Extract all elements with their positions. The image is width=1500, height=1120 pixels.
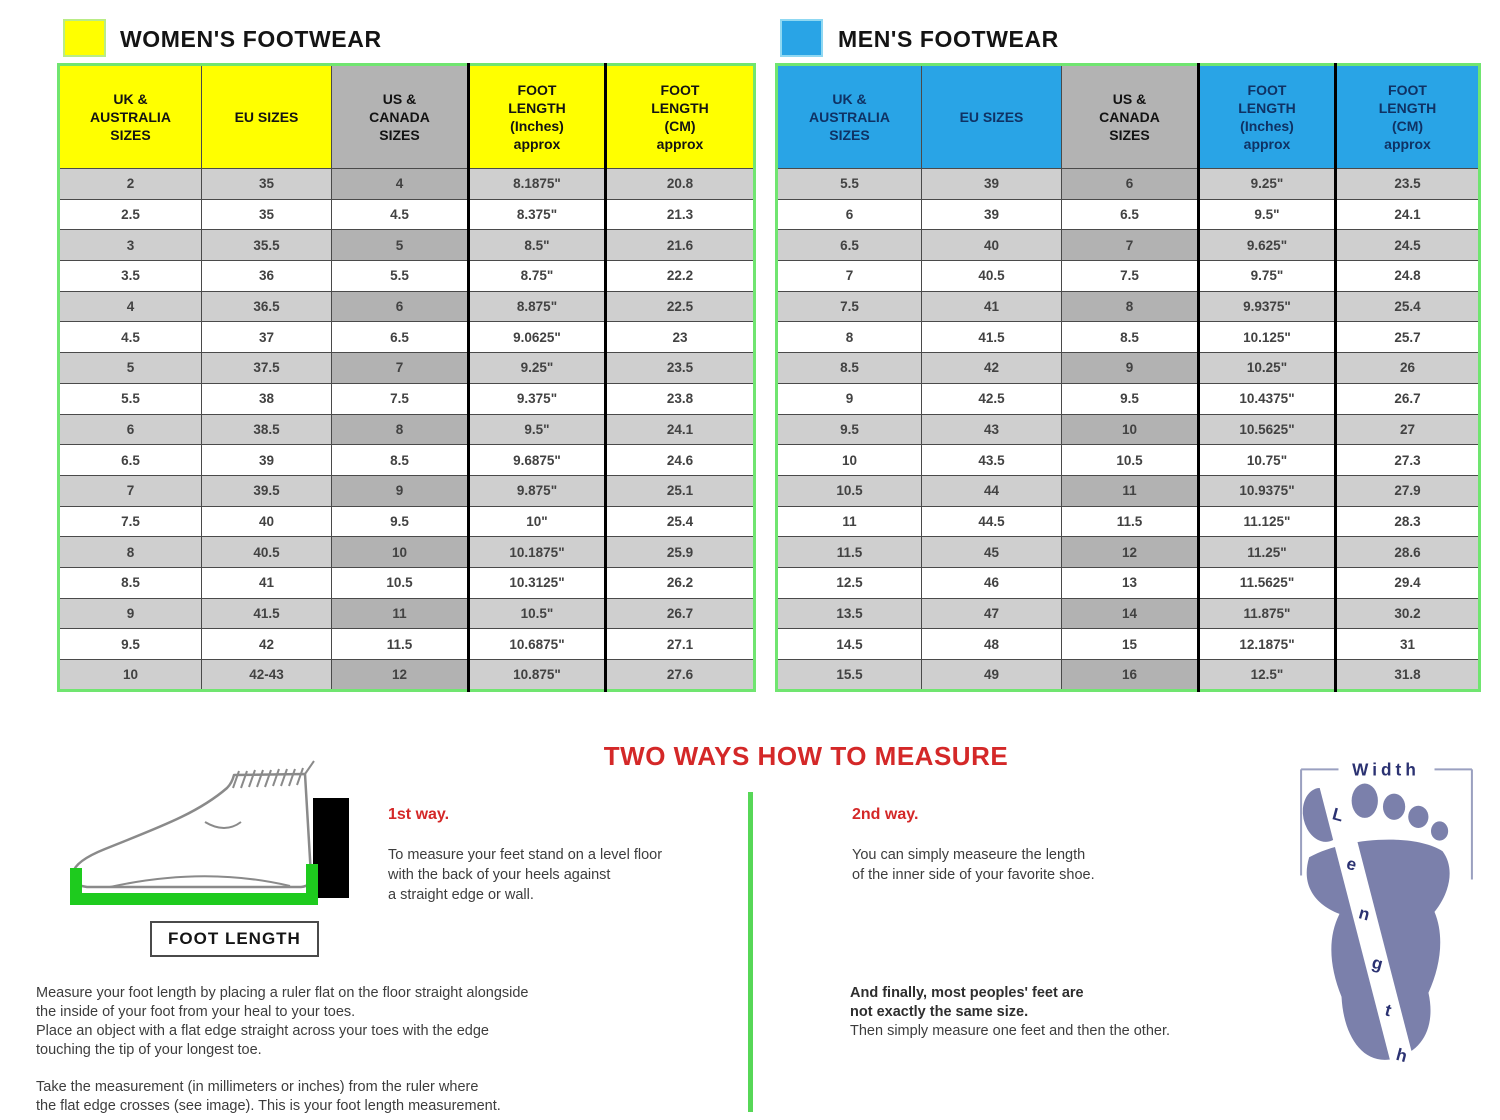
- size-cell: 7.5: [332, 383, 469, 414]
- size-cell: 10.6875": [469, 629, 606, 660]
- size-cell: 40.5: [202, 537, 332, 568]
- size-cell: 42.5: [922, 383, 1062, 414]
- size-cell: 7: [59, 475, 202, 506]
- table-row: [777, 506, 1480, 537]
- size-cell: 8.875": [469, 291, 606, 322]
- size-cell: 8.5: [777, 353, 922, 384]
- mens-table-body: [777, 169, 1480, 691]
- size-cell: 39: [922, 199, 1062, 230]
- size-cell: 10.75": [1199, 445, 1336, 476]
- size-cell: 24.1: [606, 414, 755, 445]
- column-header: US & CANADA SIZES: [1062, 65, 1199, 169]
- size-cell: 9.5: [332, 506, 469, 537]
- table-row: [777, 660, 1480, 691]
- womens-legend-swatch: [63, 19, 106, 57]
- size-cell: 6.5: [59, 445, 202, 476]
- size-cell: 25.4: [1336, 291, 1480, 322]
- table-row: [59, 383, 755, 414]
- size-cell: 5: [332, 230, 469, 261]
- size-cell: 4: [59, 291, 202, 322]
- column-header: FOOT LENGTH (CM) approx: [1336, 65, 1480, 169]
- size-cell: 46: [922, 567, 1062, 598]
- size-cell: 42: [922, 353, 1062, 384]
- size-cell: 43.5: [922, 445, 1062, 476]
- size-cell: 3: [59, 230, 202, 261]
- length-letter: g: [1369, 952, 1386, 975]
- sock-outline: [73, 774, 311, 887]
- size-cell: 9: [332, 475, 469, 506]
- size-cell: 22.2: [606, 261, 755, 292]
- size-cell: 9.625": [1199, 230, 1336, 261]
- size-cell: 25.4: [606, 506, 755, 537]
- size-cell: 41: [202, 567, 332, 598]
- size-cell: 35: [202, 199, 332, 230]
- size-cell: 25.9: [606, 537, 755, 568]
- size-cell: 40: [202, 506, 332, 537]
- table-row: [59, 660, 755, 691]
- column-header: FOOT LENGTH (Inches) approx: [1199, 65, 1336, 169]
- size-cell: 37.5: [202, 353, 332, 384]
- instructions-paragraph-1: Measure your foot length by placing a ruler flat on the floor straight alongside the inside of your foot from your heal to your toes. Place an object with a flat edge straight across your toes with the edge touching the tip of your longest toe.: [36, 985, 529, 1059]
- size-cell: 24.6: [606, 445, 755, 476]
- size-cell: 38.5: [202, 414, 332, 445]
- size-cell: 9.875": [469, 475, 606, 506]
- size-cell: 4: [332, 169, 469, 200]
- womens-size-table: [57, 63, 756, 692]
- table-row: [777, 475, 1480, 506]
- size-cell: 29.4: [1336, 567, 1480, 598]
- size-cell: 6.5: [332, 322, 469, 353]
- table-row: [59, 199, 755, 230]
- size-cell: 11: [1062, 475, 1199, 506]
- size-cell: 8.5: [59, 567, 202, 598]
- size-cell: 8.375": [469, 199, 606, 230]
- size-cell: 45: [922, 537, 1062, 568]
- size-cell: 44.5: [922, 506, 1062, 537]
- size-cell: 7.5: [1062, 261, 1199, 292]
- size-cell: 8.75": [469, 261, 606, 292]
- size-cell: 8.5: [1062, 322, 1199, 353]
- measuring-instructions: [36, 984, 746, 1116]
- size-cell: 12.1875": [1199, 629, 1336, 660]
- mens-legend-swatch: [780, 19, 823, 57]
- size-cell: 11: [777, 506, 922, 537]
- size-cell: 13.5: [777, 598, 922, 629]
- length-letter: L: [1330, 803, 1346, 826]
- size-cell: 21.6: [606, 230, 755, 261]
- column-header: FOOT LENGTH (CM) approx: [606, 65, 755, 169]
- table-row: [777, 199, 1480, 230]
- size-cell: 22.5: [606, 291, 755, 322]
- size-cell: 9.25": [1199, 169, 1336, 200]
- table-row: [59, 230, 755, 261]
- size-cell: 6: [777, 199, 922, 230]
- size-cell: 40.5: [922, 261, 1062, 292]
- size-cell: 8: [59, 537, 202, 568]
- size-cell: 27.3: [1336, 445, 1480, 476]
- size-cell: 40: [922, 230, 1062, 261]
- table-row: [777, 537, 1480, 568]
- size-cell: 27.6: [606, 660, 755, 691]
- size-cell: 5: [59, 353, 202, 384]
- table-row: [777, 414, 1480, 445]
- size-cell: 11.125": [1199, 506, 1336, 537]
- table-row: [59, 414, 755, 445]
- size-cell: 25.7: [1336, 322, 1480, 353]
- size-cell: 8: [332, 414, 469, 445]
- size-cell: 9.5": [1199, 199, 1336, 230]
- size-cell: 25.1: [606, 475, 755, 506]
- size-cell: 4.5: [332, 199, 469, 230]
- size-cell: 12.5: [777, 567, 922, 598]
- womens-table-body: [59, 169, 755, 691]
- size-cell: 4.5: [59, 322, 202, 353]
- measure-section-title: TWO WAYS HOW TO MEASURE: [603, 741, 1009, 771]
- size-cell: 28.6: [1336, 537, 1480, 568]
- size-cell: 9: [777, 383, 922, 414]
- size-cell: 7.5: [59, 506, 202, 537]
- size-cell: 10: [332, 537, 469, 568]
- table-row: [59, 629, 755, 660]
- final-note: [850, 984, 1310, 1041]
- size-cell: 30.2: [1336, 598, 1480, 629]
- foot-length-caption: FOOT LENGTH: [150, 921, 319, 957]
- size-cell: 23.8: [606, 383, 755, 414]
- size-cell: 39: [922, 169, 1062, 200]
- size-cell: 7: [1062, 230, 1199, 261]
- size-cell: 10.875": [469, 660, 606, 691]
- size-cell: 35.5: [202, 230, 332, 261]
- size-cell: 10.5625": [1199, 414, 1336, 445]
- table-row: [777, 322, 1480, 353]
- size-cell: 7: [332, 353, 469, 384]
- table-row: [59, 353, 755, 384]
- size-cell: 9.5: [59, 629, 202, 660]
- size-cell: 8.5: [332, 445, 469, 476]
- table-row: [777, 567, 1480, 598]
- table-row: [59, 506, 755, 537]
- size-cell: 15.5: [777, 660, 922, 691]
- ruler-end-right: [306, 864, 318, 905]
- size-cell: 10.1875": [469, 537, 606, 568]
- size-cell: 8.1875": [469, 169, 606, 200]
- vertical-divider: [748, 792, 753, 1112]
- size-cell: 8: [777, 322, 922, 353]
- size-cell: 49: [922, 660, 1062, 691]
- column-header: FOOT LENGTH (Inches) approx: [469, 65, 606, 169]
- size-cell: 9.6875": [469, 445, 606, 476]
- table-row: [777, 291, 1480, 322]
- size-cell: 21.3: [606, 199, 755, 230]
- mens-section-title: MEN'S FOOTWEAR: [838, 26, 1059, 52]
- size-cell: 27: [1336, 414, 1480, 445]
- size-cell: 31.8: [1336, 660, 1480, 691]
- table-row: [777, 445, 1480, 476]
- column-header: UK & AUSTRALIA SIZES: [59, 65, 202, 169]
- size-cell: 10: [59, 660, 202, 691]
- table-row: [59, 291, 755, 322]
- size-cell: 6: [59, 414, 202, 445]
- size-cell: 38: [202, 383, 332, 414]
- second-way-label: 2nd way.: [852, 806, 919, 823]
- size-cell: 11.5625": [1199, 567, 1336, 598]
- size-cell: 27.9: [1336, 475, 1480, 506]
- ruler-bar: [70, 893, 318, 905]
- size-cell: 9.75": [1199, 261, 1336, 292]
- size-cell: 12.5": [1199, 660, 1336, 691]
- size-cell: 10": [469, 506, 606, 537]
- size-cell: 8: [1062, 291, 1199, 322]
- ruler-end-left: [70, 868, 82, 905]
- length-letter: e: [1344, 852, 1359, 875]
- size-cell: 9.5: [777, 414, 922, 445]
- size-cell: 10: [1062, 414, 1199, 445]
- size-cell: 9.9375": [1199, 291, 1336, 322]
- size-cell: 39: [202, 445, 332, 476]
- size-cell: 9.25": [469, 353, 606, 384]
- size-cell: 6: [332, 291, 469, 322]
- size-cell: 10.4375": [1199, 383, 1336, 414]
- table-row: [59, 537, 755, 568]
- womens-section-title: WOMEN'S FOOTWEAR: [120, 26, 382, 52]
- length-letter: h: [1394, 1044, 1410, 1067]
- size-cell: 5.5: [59, 383, 202, 414]
- size-cell: 5.5: [777, 169, 922, 200]
- size-cell: 23: [606, 322, 755, 353]
- table-row: [777, 629, 1480, 660]
- size-cell: 39.5: [202, 475, 332, 506]
- size-cell: 31: [1336, 629, 1480, 660]
- size-cell: 41.5: [202, 598, 332, 629]
- table-row: [59, 169, 755, 200]
- table-row: [777, 261, 1480, 292]
- size-cell: 6.5: [777, 230, 922, 261]
- size-cell: 42: [202, 629, 332, 660]
- size-cell: 43: [922, 414, 1062, 445]
- size-cell: 35: [202, 169, 332, 200]
- size-cell: 23.5: [1336, 169, 1480, 200]
- size-cell: 11.875": [1199, 598, 1336, 629]
- size-cell: 2: [59, 169, 202, 200]
- size-cell: 11.5: [1062, 506, 1199, 537]
- size-cell: 24.1: [1336, 199, 1480, 230]
- size-cell: 44: [922, 475, 1062, 506]
- size-cell: 11.5: [332, 629, 469, 660]
- size-cell: 10.5: [332, 567, 469, 598]
- size-cell: 9.5: [1062, 383, 1199, 414]
- size-cell: 24.8: [1336, 261, 1480, 292]
- size-cell: 48: [922, 629, 1062, 660]
- table-row: [59, 322, 755, 353]
- length-letter: n: [1356, 902, 1372, 925]
- size-cell: 10.9375": [1199, 475, 1336, 506]
- table-row: [777, 353, 1480, 384]
- size-cell: 10.25": [1199, 353, 1336, 384]
- size-cell: 3.5: [59, 261, 202, 292]
- size-cell: 9: [59, 598, 202, 629]
- size-cell: 36.5: [202, 291, 332, 322]
- size-cell: 36: [202, 261, 332, 292]
- size-cell: 26.7: [606, 598, 755, 629]
- table-row: [59, 261, 755, 292]
- column-header: EU SIZES: [922, 65, 1062, 169]
- length-letter: t: [1382, 999, 1394, 1021]
- size-cell: 5.5: [332, 261, 469, 292]
- table-row: [59, 598, 755, 629]
- column-header: US & CANADA SIZES: [332, 65, 469, 169]
- size-cell: 27.1: [606, 629, 755, 660]
- size-cell: 12: [1062, 537, 1199, 568]
- size-cell: 11.5: [777, 537, 922, 568]
- size-cell: 9.5": [469, 414, 606, 445]
- table-row: [59, 445, 755, 476]
- table-row: [777, 230, 1480, 261]
- size-cell: 14.5: [777, 629, 922, 660]
- size-cell: 37: [202, 322, 332, 353]
- size-cell: 24.5: [1336, 230, 1480, 261]
- first-way-text: To measure your feet stand on a level floor with the back of your heels against a straight edge or wall.: [388, 847, 663, 903]
- first-way-label: 1st way.: [388, 806, 450, 823]
- size-cell: 41: [922, 291, 1062, 322]
- column-header: EU SIZES: [202, 65, 332, 169]
- size-cell: 42-43: [202, 660, 332, 691]
- width-label: Width: [1352, 759, 1420, 780]
- footprint-diagram: [1293, 753, 1480, 1093]
- instructions-paragraph-2: Take the measurement (in millimeters or inches) from the ruler where the flat edge crosses (see image). This is your foot length measurement.: [36, 1078, 501, 1114]
- table-row: [777, 598, 1480, 629]
- size-cell: 8.5": [469, 230, 606, 261]
- size-cell: 47: [922, 598, 1062, 629]
- table-row: [777, 169, 1480, 200]
- size-cell: 6: [1062, 169, 1199, 200]
- size-cell: 2.5: [59, 199, 202, 230]
- size-cell: 15: [1062, 629, 1199, 660]
- size-cell: 10.3125": [469, 567, 606, 598]
- size-cell: 7.5: [777, 291, 922, 322]
- size-cell: 10.5": [469, 598, 606, 629]
- final-note-bold: And finally, most peoples' feet are not exactly the same size.: [850, 985, 1084, 1021]
- size-cell: 26.2: [606, 567, 755, 598]
- size-cell: 11.25": [1199, 537, 1336, 568]
- table-row: [777, 383, 1480, 414]
- size-cell: 10.5: [777, 475, 922, 506]
- size-cell: 16: [1062, 660, 1199, 691]
- wall-block: [313, 798, 349, 898]
- size-cell: 26.7: [1336, 383, 1480, 414]
- size-cell: 41.5: [922, 322, 1062, 353]
- mens-table-header-row: [777, 65, 1480, 169]
- size-cell: 28.3: [1336, 506, 1480, 537]
- size-cell: 10: [777, 445, 922, 476]
- final-note-text: Then simply measure one feet and then the other.: [850, 1023, 1171, 1040]
- size-cell: 9.0625": [469, 322, 606, 353]
- size-cell: 20.8: [606, 169, 755, 200]
- size-cell: 9: [1062, 353, 1199, 384]
- size-cell: 6.5: [1062, 199, 1199, 230]
- size-cell: 14: [1062, 598, 1199, 629]
- womens-table-header-row: [59, 65, 755, 169]
- size-cell: 9.375": [469, 383, 606, 414]
- foot-measure-diagram: [55, 760, 365, 925]
- size-cell: 11: [332, 598, 469, 629]
- size-cell: 26: [1336, 353, 1480, 384]
- size-cell: 13: [1062, 567, 1199, 598]
- column-header: UK & AUSTRALIA SIZES: [777, 65, 922, 169]
- second-way-text: You can simply measeure the length of the inner side of your favorite shoe.: [852, 847, 1095, 883]
- size-cell: 12: [332, 660, 469, 691]
- size-cell: 10.125": [1199, 322, 1336, 353]
- size-cell: 7: [777, 261, 922, 292]
- table-row: [59, 475, 755, 506]
- size-cell: 23.5: [606, 353, 755, 384]
- size-cell: 10.5: [1062, 445, 1199, 476]
- table-row: [59, 567, 755, 598]
- mens-size-table: [775, 63, 1481, 692]
